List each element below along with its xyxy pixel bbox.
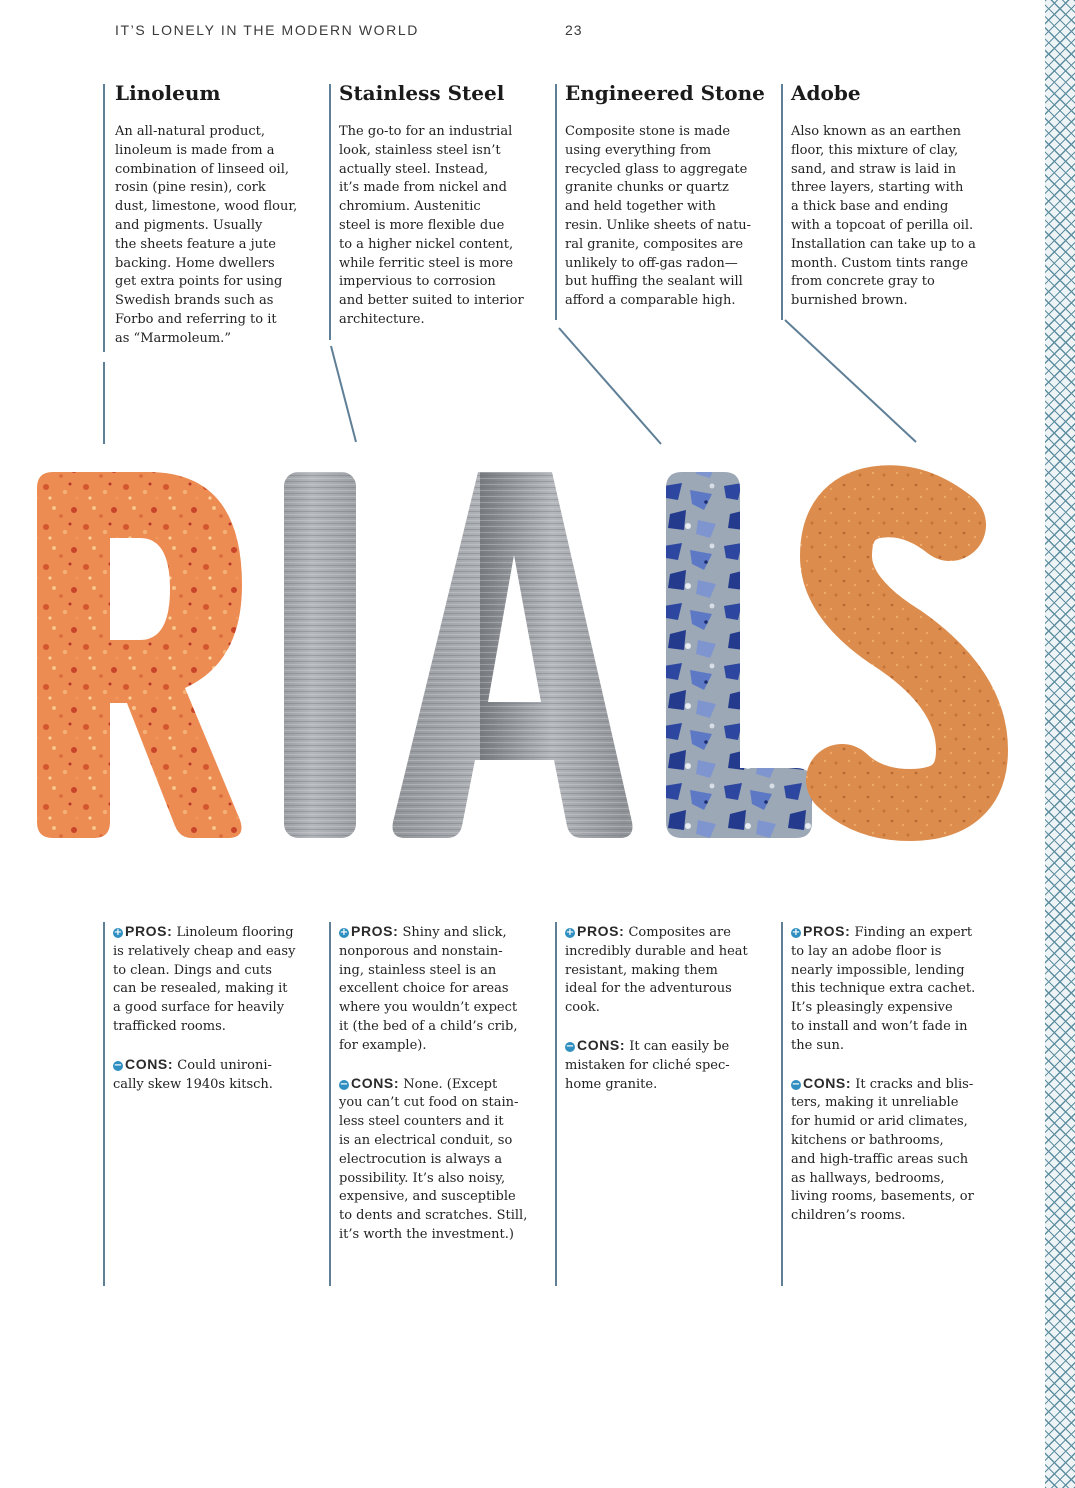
text-line: using everything from	[565, 142, 712, 158]
callout-line	[331, 346, 356, 442]
text-line: it’s worth the investment.)	[339, 1226, 514, 1242]
pros-cons-engineered-stone	[565, 922, 770, 1112]
text-line: children’s rooms.	[791, 1208, 906, 1224]
minus-circle-icon: −	[113, 1059, 123, 1071]
text-line: possibility. It’s also noisy,	[339, 1170, 506, 1186]
text-line: is relatively cheap and easy	[113, 943, 296, 959]
text-line: and better suited to interior	[339, 293, 524, 309]
text-line: the sun.	[791, 1037, 844, 1053]
text-line: cook.	[565, 1000, 600, 1016]
text-line: It can easily be	[629, 1038, 730, 1054]
material-heading: Linoleum	[115, 81, 221, 105]
text-line: for example).	[339, 1037, 427, 1053]
text-line: from concrete gray to	[791, 274, 935, 290]
text-line: ideal for the adventurous	[565, 981, 732, 997]
text-line: you can’t cut food on stain-	[339, 1095, 519, 1111]
pros-cons-stainless-steel	[339, 922, 544, 1263]
material-description	[565, 123, 765, 311]
text-line: resistant, making them	[565, 962, 718, 978]
pros-block	[565, 922, 770, 1018]
text-line: living rooms, basements, or	[791, 1189, 974, 1205]
text-line: this technique extra cachet.	[791, 981, 976, 997]
text-line: less steel counters and it	[339, 1114, 504, 1130]
text-line: unlikely to off-gas radon—	[565, 255, 738, 271]
text-line: Swedish brands such as	[115, 293, 274, 309]
material-heading: Adobe	[791, 81, 861, 105]
material-column-stainless-steel	[339, 81, 539, 330]
text-line: Forbo and referring to it	[115, 311, 277, 327]
text-line: Linoleum flooring	[176, 925, 294, 940]
text-line: excellent choice for areas	[339, 981, 509, 997]
text-line: it (the bed of a child’s crib,	[339, 1018, 518, 1034]
text-line: electrocution is always a	[339, 1151, 503, 1167]
plus-circle-icon: +	[113, 927, 123, 938]
text-line: home granite.	[565, 1076, 658, 1092]
text-line: mistaken for cliché spec-	[565, 1057, 730, 1073]
text-line: and high-traffic areas such	[791, 1151, 969, 1167]
text-line: nearly impossible, lending	[791, 962, 965, 978]
minus-circle-icon: −	[565, 1040, 575, 1052]
text-line: architecture.	[339, 311, 425, 327]
text-line: to install and won’t fade in	[791, 1018, 968, 1034]
text-line: to clean. Dings and cuts	[113, 962, 272, 978]
text-line: is an electrical conduit, so	[339, 1132, 513, 1148]
text-line: backing. Home dwellers	[115, 255, 275, 271]
callout-line	[559, 328, 661, 444]
text-line: trafficked rooms.	[113, 1018, 226, 1034]
cons-block	[565, 1036, 770, 1094]
text-line: ing, stainless steel is an	[339, 962, 497, 978]
text-line: The go-to for an industrial	[339, 124, 513, 139]
text-line: get extra points for using	[115, 274, 283, 290]
text-line: while ferritic steel is more	[339, 255, 514, 271]
text-line: Also known as an earthen	[791, 124, 962, 139]
minus-circle-icon: −	[339, 1078, 349, 1090]
text-line: sand, and straw is laid in	[791, 161, 957, 177]
text-line: steel is more flexible due	[339, 217, 505, 233]
pros-label: PROS:	[125, 923, 173, 939]
text-line: afford a comparable high.	[565, 293, 736, 309]
text-line: but huffing the sealant will	[565, 274, 743, 290]
text-line: An all-natural product,	[115, 124, 266, 139]
text-line: combination of linseed oil,	[115, 161, 289, 177]
pros-cons-adobe	[791, 922, 996, 1244]
pros-cons-linoleum	[113, 922, 318, 1112]
text-line: can be resealed, making it	[113, 981, 288, 997]
plus-circle-icon: +	[565, 927, 575, 938]
text-line: month. Custom tints range	[791, 255, 969, 271]
text-line: and held together with	[565, 199, 716, 215]
text-line: ral granite, composites are	[565, 236, 744, 252]
pros-label: PROS:	[803, 923, 851, 939]
cons-label: CONS:	[803, 1074, 852, 1091]
plus-circle-icon: +	[791, 927, 801, 938]
material-heading: Engineered Stone	[565, 81, 765, 105]
text-line: kitchens or bathrooms,	[791, 1132, 944, 1148]
text-line: to dents and scratches. Still,	[339, 1208, 528, 1224]
text-line: and pigments. Usually	[115, 217, 263, 233]
text-line: incredibly durable and heat	[565, 943, 748, 959]
material-description	[115, 123, 315, 349]
text-line: nonporous and nonstain-	[339, 943, 503, 959]
text-line: actually steel. Instead,	[339, 161, 489, 177]
text-line: the sheets feature a jute	[115, 236, 276, 252]
text-line: with a topcoat of perilla oil.	[791, 217, 974, 233]
text-line: It cracks and blis-	[855, 1076, 974, 1092]
text-line: cally skew 1940s kitsch.	[113, 1076, 273, 1092]
text-line: Could unironi-	[177, 1057, 272, 1073]
text-line: to lay an adobe floor is	[791, 943, 942, 959]
pros-block	[791, 922, 996, 1056]
text-line: It’s pleasingly expensive	[791, 1000, 953, 1016]
material-column-engineered-stone	[565, 81, 765, 311]
cons-label: CONS:	[125, 1055, 174, 1072]
text-line: floor, this mixture of clay,	[791, 142, 959, 158]
text-line: granite chunks or quartz	[565, 180, 729, 196]
text-line: chromium. Austenitic	[339, 199, 481, 215]
pros-label: PROS:	[577, 923, 625, 939]
text-line: impervious to corrosion	[339, 274, 496, 290]
text-line: expensive, and susceptible	[339, 1189, 516, 1205]
callout-line	[785, 320, 916, 442]
text-line: resin. Unlike sheets of natu-	[565, 217, 752, 233]
text-line: Installation can take up to a	[791, 236, 976, 252]
pros-label: PROS:	[351, 923, 399, 939]
text-line: to a higher nickel content,	[339, 236, 514, 252]
material-description	[791, 123, 991, 311]
text-line: Composite stone is made	[565, 124, 731, 139]
material-column-adobe	[791, 81, 991, 311]
pros-block	[339, 922, 544, 1056]
cons-block	[339, 1074, 544, 1245]
cons-block	[791, 1074, 996, 1226]
pros-block	[113, 922, 318, 1037]
text-line: recycled glass to aggregate	[565, 161, 748, 177]
text-line: burnished brown.	[791, 293, 908, 309]
text-line: ters, making it unreliable	[791, 1095, 959, 1111]
text-line: where you wouldn’t expect	[339, 1000, 518, 1016]
minus-circle-icon: −	[791, 1078, 801, 1090]
text-line: Composites are	[628, 925, 731, 940]
text-line: a good surface for heavily	[113, 1000, 285, 1016]
cons-label: CONS:	[351, 1074, 400, 1091]
page-number: 23	[565, 22, 583, 38]
text-line: dust, limestone, wood flour,	[115, 199, 298, 215]
text-line: look, stainless steel isn’t	[339, 142, 501, 158]
text-line: Shiny and slick,	[402, 925, 507, 940]
crosshatch-edge-pattern	[1045, 0, 1075, 1488]
text-line: for humid or arid climates,	[791, 1114, 968, 1130]
cons-block	[113, 1055, 318, 1095]
material-column-linoleum	[115, 81, 315, 349]
text-line: as “Marmoleum.”	[115, 330, 231, 346]
text-line: linoleum is made from a	[115, 142, 275, 158]
text-line: rosin (pine resin), cork	[115, 180, 266, 196]
text-line: three layers, starting with	[791, 180, 964, 196]
text-line: Finding an expert	[854, 925, 973, 940]
text-line: a thick base and ending	[791, 199, 949, 215]
plus-circle-icon: +	[339, 927, 349, 938]
material-description	[339, 123, 539, 330]
text-line: None. (Except	[403, 1076, 498, 1092]
cons-label: CONS:	[577, 1036, 626, 1053]
text-line: as hallways, bedrooms,	[791, 1170, 945, 1186]
text-line: it’s made from nickel and	[339, 180, 507, 196]
running-title: IT’S LONELY IN THE MODERN WORLD	[115, 22, 419, 38]
material-heading: Stainless Steel	[339, 81, 505, 105]
